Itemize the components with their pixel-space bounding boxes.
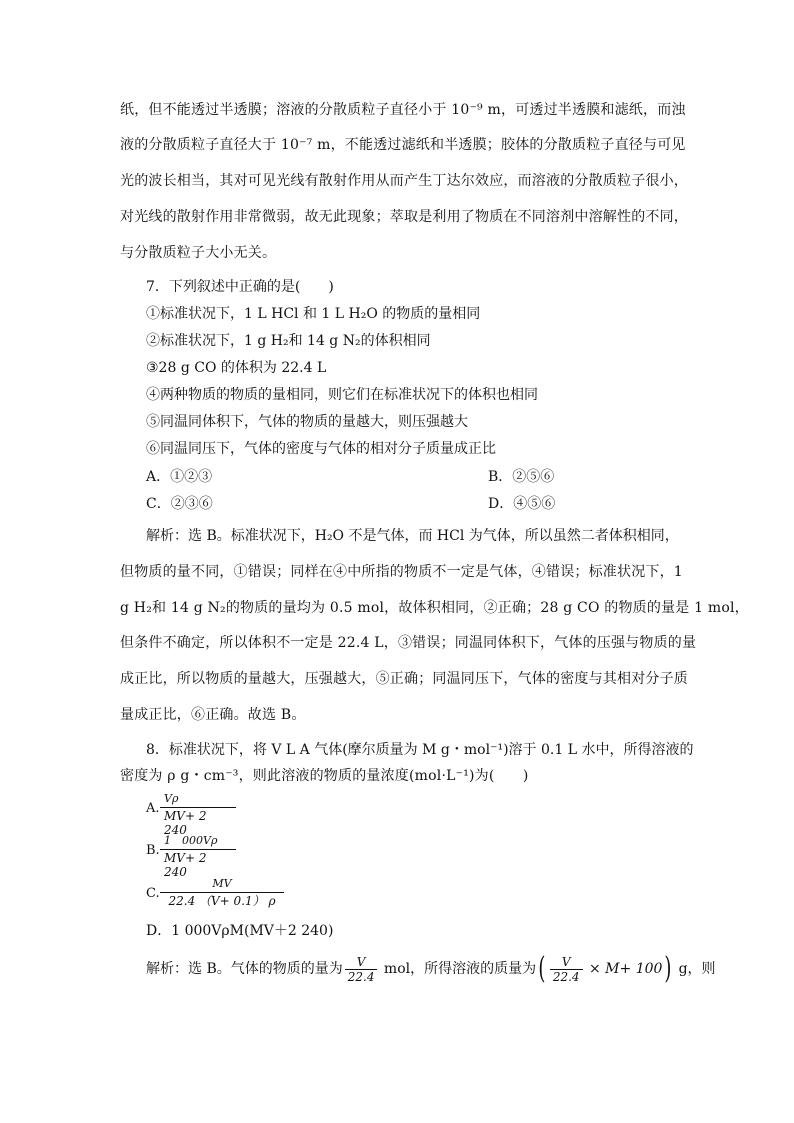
option-tag: C. [146, 886, 160, 901]
analysis-text: mol，所得溶液的质量为 [379, 961, 537, 977]
text-line: 光的波长相当，其对可见光线有散射作用从而产生丁达尔效应，而溶液的分散质粒子很小， [120, 173, 688, 189]
question-7-option-c: C．②③⑥ [146, 496, 213, 512]
analysis-text: g，则 [674, 961, 716, 977]
fraction-denominator: 22.4 [347, 969, 375, 984]
question-8-analysis [146, 951, 716, 986]
question-7-item: ①标准状况下，1 L HCl 和 1 L H₂O 的物质的量相同 [146, 306, 481, 322]
question-7-item: ②标准状况下，1 g H₂和 14 g N₂的体积相同 [146, 333, 431, 349]
question-7-option-d: D．④⑤⑥ [488, 496, 556, 512]
moles-fraction [345, 955, 378, 984]
question-7-item: ④两种物质的物质的量相同，则它们在标准状况下的体积也相同 [146, 387, 538, 403]
question-7-item: ③28 g CO 的体积为 22.4 L [146, 360, 327, 376]
right-paren: ) [664, 951, 672, 986]
fraction-denominator: MV+ 2 240 [164, 809, 207, 837]
fraction-denominator: MV+ 2 240 [164, 851, 207, 879]
option-tag: B. [146, 843, 160, 858]
question-8-stem: 8．标准状况下，将 V L A 气体(摩尔质量为 M g・mol⁻¹)溶于 0.1 L 水中，所得溶液的 [146, 742, 694, 758]
question-7-analysis: 解析：选 B。标准状况下，H₂O 不是气体，而 HCl 为气体，所以虽然二者体积相同， [146, 528, 679, 544]
mass-fraction [550, 955, 583, 984]
fraction-denominator: 22.4 [552, 969, 580, 984]
question-7-option-b: B．②⑤⑥ [488, 469, 555, 485]
fraction-numerator: Vρ [160, 792, 236, 808]
fraction-numerator: V [345, 955, 378, 970]
fraction-denominator: 22.4 （V+ 0.1） ρ [168, 894, 276, 908]
question-7-analysis: g H₂和 14 g N₂的物质的量均为 0.5 mol，故体积相同，②正确；28 g CO 的物质的量是 1 mol， [120, 600, 749, 616]
question-7-option-a: A．①②③ [146, 469, 213, 485]
left-paren: ( [538, 951, 546, 986]
question-7-stem: 7．下列叙述中正确的是( ) [146, 279, 334, 295]
option-tag: A. [146, 801, 160, 816]
text-line: 对光线的散射作用非常微弱，故无此现象；萃取是利用了物质在不同溶剂中溶解性的不同， [120, 209, 688, 225]
question-7-analysis: 但条件不确定，所以体积不一定是 22.4 L，③错误；同温同体积下，气体的压强与物质的量 [120, 635, 697, 651]
fraction-numerator: 1 000Vρ [160, 834, 236, 850]
fraction-numerator: MV [160, 877, 284, 893]
question-7-analysis: 量成正比，⑥正确。故选 B。 [120, 707, 306, 723]
text-line: 与分散质粒子大小无关。 [120, 245, 277, 261]
question-7-analysis: 但物质的量不同，①错误；同样在④中所指的物质不一定是气体，④错误；标准状况下，1 [120, 564, 683, 580]
question-8-stem: 密度为 ρ g・cm⁻³，则此溶液的物质的量浓度(mol·L⁻¹)为( ) [120, 768, 529, 784]
fraction-numerator: V [550, 955, 583, 970]
analysis-text: 解析：选 B。气体的物质的量为 [146, 961, 343, 977]
question-7-item: ⑥同温同压下，气体的密度与气体的相对分子质量成正比 [146, 441, 496, 457]
text-line: 纸，但不能透过半透膜；溶液的分散质粒子直径小于 10⁻⁹ m，可透过半透膜和滤纸，而浊 [120, 102, 686, 118]
text-line: 液的分散质粒子直径大于 10⁻⁷ m，不能透过滤纸和半透膜；胶体的分散质粒子直径与可见 [120, 137, 686, 153]
analysis-text: × M+ 100 [584, 961, 663, 977]
question-7-item: ⑤同温同体积下，气体的物质的量越大，则压强越大 [146, 414, 468, 430]
question-7-analysis: 成正比，所以物质的量越大，压强越大，⑤正确；同温同压下，气体的密度与其相对分子质 [120, 671, 688, 687]
question-8-option-d: D．1 000VρM(MV＋2 240) [146, 923, 334, 939]
